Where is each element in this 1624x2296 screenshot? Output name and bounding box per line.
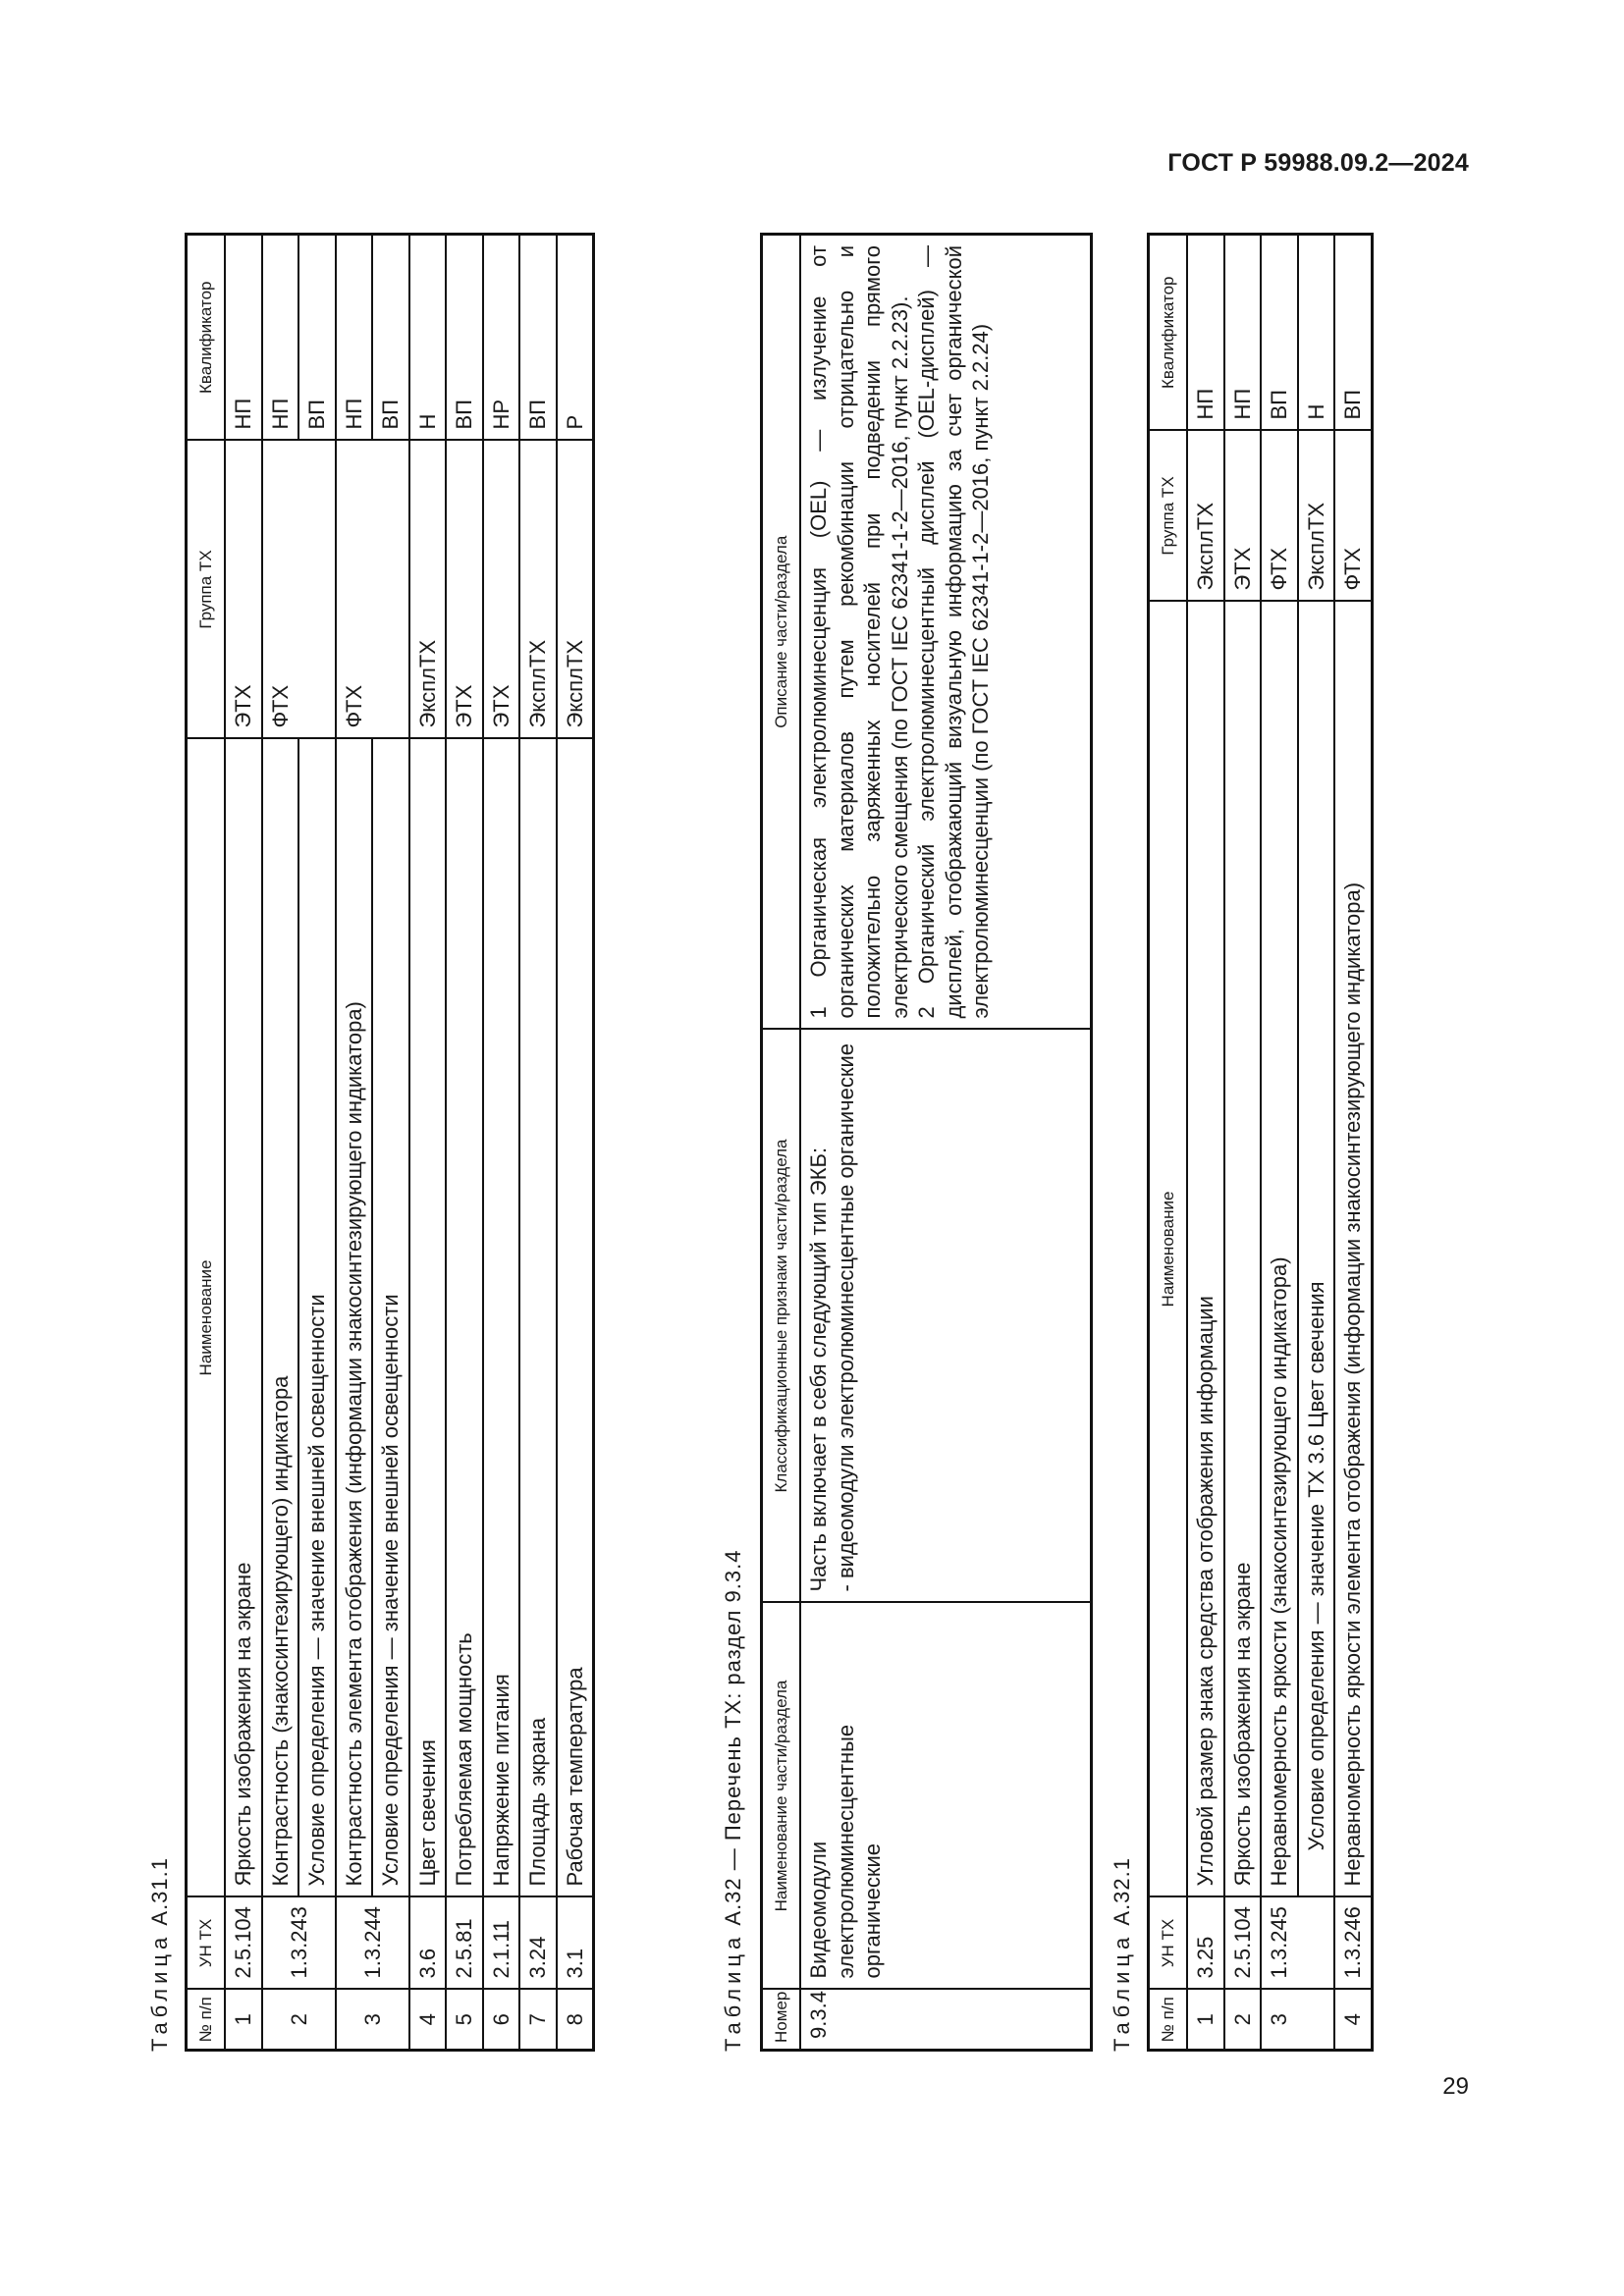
- table-a32-1-caption: Таблица А.32.1: [1110, 1857, 1134, 2052]
- cell-number: 5: [446, 1990, 483, 2051]
- cell-qualifier: НП: [262, 235, 299, 441]
- table-row: [800, 235, 1091, 2051]
- cell-qualifier: Р: [557, 235, 594, 441]
- cell-name: Контрастность (знакосинтезирующего) индикатора: [262, 739, 299, 1897]
- table-row: [372, 235, 409, 2051]
- cell-number: 7: [519, 1990, 557, 2051]
- cell-number: 1: [1187, 1990, 1224, 2051]
- description-item: 2 Органический электролюминесцентный дисплей (OEL-дисплей) — дисплей, отображающий визуальную информацию за счет органической электролюминесценции (по ГОСТ IEC 62341-1-2—2016, пункт 2.2.24): [914, 245, 994, 1019]
- cell-number: 3: [336, 1990, 409, 2051]
- table-a31-1-caption: Таблица А.31.1: [147, 1857, 172, 2052]
- cell-number: 2: [1224, 1990, 1262, 2051]
- cell-group: ФТХ: [262, 441, 299, 739]
- cell-code: 2.5.104: [225, 1897, 262, 1990]
- cell-qualifier: НП: [1224, 235, 1262, 431]
- cell-qualifier: ВП: [519, 235, 557, 441]
- document-designation: ГОСТ Р 59988.09.2—2024: [1167, 149, 1469, 177]
- table-row: [1261, 235, 1298, 2051]
- cell-group: ЭТХ: [225, 441, 262, 739]
- table-row: [1334, 235, 1372, 2051]
- rotated-landscape-content: [147, 226, 1463, 2061]
- cell-number: 8: [557, 1990, 594, 2051]
- column-header: УН ТХ: [1149, 1897, 1188, 1990]
- cell-qualifier: НП: [336, 235, 373, 441]
- column-header: Классификационные признаки части/раздела: [762, 1030, 801, 1603]
- cell-qualifier: Н: [409, 235, 447, 441]
- column-header: Наименование части/раздела: [762, 1603, 801, 1990]
- cell-code: 1.3.243: [262, 1897, 336, 1990]
- table-header-row: [1149, 235, 1188, 2051]
- table-row: [519, 235, 557, 2051]
- column-header: Наименование: [187, 739, 226, 1897]
- cell-code: 3.25: [1187, 1897, 1224, 1990]
- cell-group: ЭТХ: [1224, 431, 1262, 602]
- cell-group: ЭксплТХ: [409, 441, 447, 739]
- cell-name: Условие определения — значение ТХ 3.6 Цвет свечения: [1298, 602, 1335, 1897]
- cell-qualifier: ВП: [446, 235, 483, 441]
- cell-name: Потребляемая мощность: [446, 739, 483, 1897]
- column-header: Квалификатор: [187, 235, 226, 441]
- cell-code: 3.1: [557, 1897, 594, 1990]
- table-row: [483, 235, 520, 2051]
- cell-code: 3.6: [409, 1897, 447, 1990]
- cell-code: [1298, 1897, 1335, 1990]
- cell-number: 9.3.4: [800, 1990, 1091, 2051]
- cell-group: ЭксплТХ: [557, 441, 594, 739]
- cell-number: 4: [409, 1990, 447, 2051]
- cell-code: 1.3.245: [1261, 1897, 1298, 1990]
- table-row: [225, 235, 262, 2051]
- features-line: - видеомодули электролюминесцентные органические: [833, 1043, 858, 1592]
- cell-name: Напряжение питания: [483, 739, 520, 1897]
- cell-qualifier: НП: [225, 235, 262, 441]
- cell-number: 4: [1334, 1990, 1372, 2051]
- cell-features: [800, 1030, 1091, 1603]
- column-header: № п/п: [1149, 1990, 1188, 2051]
- cell-number: 2: [262, 1990, 336, 2051]
- cell-group: ЭксплТХ: [519, 441, 557, 739]
- cell-qualifier: ВП: [1334, 235, 1372, 431]
- cell-name: Контрастность элемента отображения (информации знакосинтезирующего индикатора): [336, 739, 373, 1897]
- column-header: Группа ТХ: [187, 441, 226, 739]
- table-header-row: [762, 235, 801, 2051]
- column-header: № п/п: [187, 1990, 226, 2051]
- cell-qualifier: Н: [1298, 235, 1335, 431]
- cell-group: [372, 441, 409, 739]
- cell-code: 2.1.11: [483, 1897, 520, 1990]
- cell-name: Яркость изображения на экране: [225, 739, 262, 1897]
- cell-qualifier: ВП: [372, 235, 409, 441]
- cell-name: Цвет свечения: [409, 739, 447, 1897]
- cell-name: Площадь экрана: [519, 739, 557, 1897]
- cell-qualifier: НП: [1187, 235, 1224, 431]
- cell-group: ЭТХ: [483, 441, 520, 739]
- table-row: [409, 235, 447, 2051]
- table-a31-1: [185, 233, 595, 2052]
- column-header: УН ТХ: [187, 1897, 226, 1990]
- cell-name: Угловой размер знака средства отображения информации: [1187, 602, 1224, 1897]
- cell-number: 6: [483, 1990, 520, 2051]
- description-item: 1 Органическая электролюминесценция (OEL) — излучение от органических материалов путем рекомбинации отрицательно и положительно заряженных носителей при подведении прямого электрического смещения (по ГОСТ IEC 62341-1-2—2016, пункт 2.2.23).: [806, 245, 912, 1019]
- cell-number: 1: [225, 1990, 262, 2051]
- cell-section-name: Видеомодули электролюминесцентные органические: [800, 1603, 1091, 1990]
- column-header: Квалификатор: [1149, 235, 1188, 431]
- cell-group: ЭксплТХ: [1187, 431, 1224, 602]
- table-row: [1298, 235, 1335, 2051]
- table-row: [1187, 235, 1224, 2051]
- column-header: Наименование: [1149, 602, 1188, 1897]
- cell-group: ЭксплТХ: [1298, 431, 1335, 602]
- column-header: Группа ТХ: [1149, 431, 1188, 602]
- cell-code: 1.3.246: [1334, 1897, 1372, 1990]
- cell-description: [800, 235, 1091, 1030]
- cell-qualifier: НР: [483, 235, 520, 441]
- cell-qualifier: ВП: [298, 235, 336, 441]
- table-a32-caption: Таблица А.32 — Перечень ТХ: раздел 9.3.4: [721, 1549, 745, 2052]
- cell-name: Неравномерность яркости (знакосинтезирующего индикатора): [1261, 602, 1298, 1897]
- cell-code: 2.5.81: [446, 1897, 483, 1990]
- table-a32: [760, 233, 1093, 2052]
- table-row: [557, 235, 594, 2051]
- table-row: [336, 235, 373, 2051]
- cell-qualifier: ВП: [1261, 235, 1298, 431]
- cell-name: Неравномерность яркости элемента отображения (информации знакосинтезирующего индикатора): [1334, 602, 1372, 1897]
- column-header: Описание части/раздела: [762, 235, 801, 1030]
- table-row: [446, 235, 483, 2051]
- cell-name: Яркость изображения на экране: [1224, 602, 1262, 1897]
- table-row: [298, 235, 336, 2051]
- table-row: [1224, 235, 1262, 2051]
- cell-group: [298, 441, 336, 739]
- cell-name: Рабочая температура: [557, 739, 594, 1897]
- cell-group: ФТХ: [1261, 431, 1298, 602]
- cell-group: ЭТХ: [446, 441, 483, 739]
- cell-number: [1298, 1990, 1335, 2051]
- table-header-row: [187, 235, 226, 2051]
- cell-group: ФТХ: [336, 441, 373, 739]
- table-a32-1: [1147, 233, 1374, 2052]
- cell-group: ФТХ: [1334, 431, 1372, 602]
- table-row: [262, 235, 299, 2051]
- cell-number: 3: [1261, 1990, 1298, 2051]
- column-header: Номер: [762, 1990, 801, 2051]
- page-number: 29: [1442, 2073, 1469, 2100]
- cell-name: Условие определения — значение внешней освещенности: [372, 739, 409, 1897]
- cell-code: 2.5.104: [1224, 1897, 1262, 1990]
- cell-code: 1.3.244: [336, 1897, 409, 1990]
- cell-code: 3.24: [519, 1897, 557, 1990]
- features-line: Часть включает в себя следующий тип ЭКБ:: [806, 1147, 832, 1592]
- cell-name: Условие определения — значение внешней освещенности: [298, 739, 336, 1897]
